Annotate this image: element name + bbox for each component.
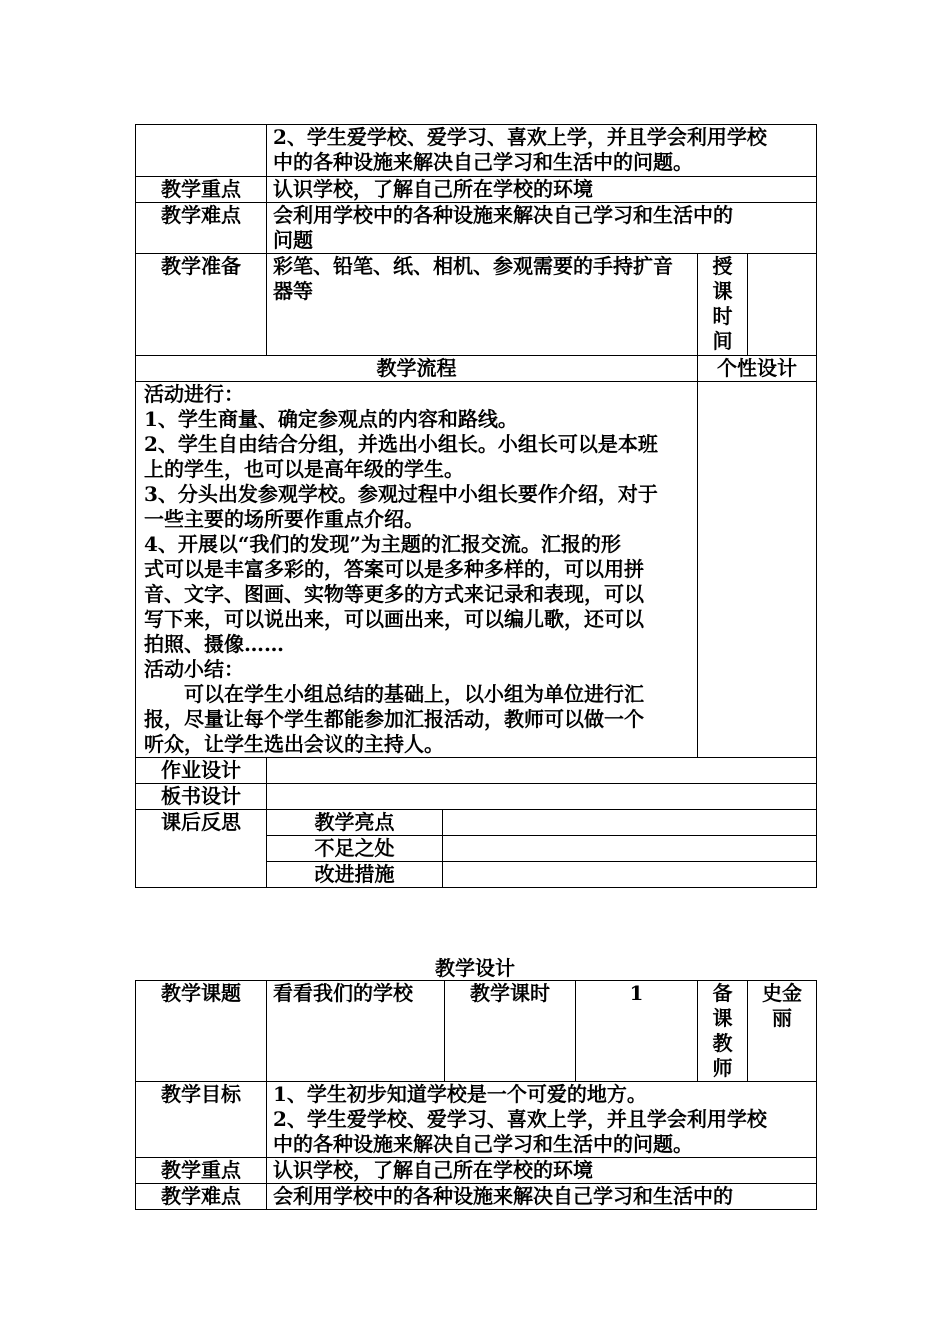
teacher-label-char: 师 (712, 1056, 733, 1080)
hours-label: 教学课时 (445, 981, 576, 1082)
class-time-char: 间 (712, 329, 733, 353)
flow-line: 音、文字、图画、实物等更多的方式来记录和表现，可以 (144, 582, 644, 606)
board-design-value (267, 784, 817, 810)
teacher-label (698, 981, 748, 1082)
teacher-name (748, 981, 817, 1082)
shortcoming-label: 不足之处 (267, 836, 443, 862)
teacher-label-char: 教 (712, 1031, 733, 1055)
topic-value: 看看我们的学校 (267, 981, 445, 1082)
goal-line: 中的各种设施来解决自己学习和生活中的问题。 (273, 1132, 693, 1156)
flow-line: 拍照、摄像…… (144, 632, 284, 656)
class-time-char: 时 (712, 304, 733, 328)
preparation-label: 教学准备 (136, 254, 267, 356)
summary-line: 可以在学生小组总结的基础上，以小组为单位进行汇 (184, 682, 644, 706)
teaching-flow-header: 教学流程 (136, 356, 698, 382)
goal-line: 1、学生初步知道学校是一个可爱的地方。 (273, 1082, 647, 1106)
summary-line: 报，尽量让每个学生都能参加汇报活动，教师可以做一个 (144, 707, 644, 731)
difficulty-line: 会利用学校中的各种设施来解决自己学习和生活中的 (273, 203, 733, 227)
key-point-label: 教学重点 (136, 1158, 267, 1184)
personal-design-header: 个性设计 (698, 356, 817, 382)
flow-line: 2、学生自由结合分组，并选出小组长。小组长可以是本班 (144, 432, 658, 456)
flow-line: 活动进行： (144, 382, 244, 406)
goal-text (267, 1082, 817, 1158)
teacher-label-char: 备 (712, 981, 733, 1005)
class-time-value (748, 254, 817, 356)
class-time-char: 授 (712, 254, 733, 278)
goal-line: 2、学生爱学校、爱学习、喜欢上学，并且学会利用学校 (273, 125, 767, 149)
key-point-text: 认识学校，了解自己所在学校的环境 (267, 1158, 817, 1184)
personal-design-content (698, 382, 817, 758)
flow-line: 3、分头出发参观学校。参观过程中小组长要作介绍，对于 (144, 482, 658, 506)
flow-line: 写下来，可以说出来，可以画出来，可以编儿歌，还可以 (144, 607, 644, 631)
summary-line: 听众，让学生选出会议的主持人。 (144, 732, 444, 756)
lesson-plan-table-1 (135, 124, 817, 888)
class-time-char: 课 (712, 279, 733, 303)
difficulty-line: 问题 (273, 228, 313, 252)
flow-line: 上的学生，也可以是高年级的学生。 (144, 457, 464, 481)
difficulty-label: 教学难点 (136, 203, 267, 254)
teaching-flow-content (136, 382, 698, 758)
goal-label: 教学目标 (136, 1082, 267, 1158)
difficulty-text: 会利用学校中的各种设施来解决自己学习和生活中的 (267, 1184, 817, 1210)
highlight-value (443, 810, 817, 836)
goal-text-cell (267, 125, 817, 177)
difficulty-label: 教学难点 (136, 1184, 267, 1210)
flow-line: 式可以是丰富多彩的，答案可以是多种多样的，可以用拼 (144, 557, 644, 581)
preparation-line: 彩笔、铅笔、纸、相机、参观需要的手持扩音 (273, 254, 673, 278)
teacher-label-char: 课 (712, 1006, 733, 1030)
flow-line: 一些主要的场所要作重点介绍。 (144, 507, 424, 531)
teacher-name-line: 史金 (762, 981, 802, 1005)
reflection-label: 课后反思 (136, 810, 267, 888)
homework-label: 作业设计 (136, 758, 267, 784)
difficulty-text (267, 203, 817, 254)
flow-line: 1、学生商量、确定参观点的内容和路线。 (144, 407, 518, 431)
goal-label-cell (136, 125, 267, 177)
board-design-label: 板书设计 (136, 784, 267, 810)
shortcoming-value (443, 836, 817, 862)
key-point-text: 认识学校，了解自己所在学校的环境 (267, 177, 817, 203)
flow-line: 4、开展以“我们的发现”为主题的汇报交流。汇报的形 (144, 532, 621, 556)
key-point-label: 教学重点 (136, 177, 267, 203)
class-time-label (698, 254, 748, 356)
goal-line: 2、学生爱学校、爱学习、喜欢上学，并且学会利用学校 (273, 1107, 767, 1131)
flow-line: 活动小结： (144, 657, 244, 681)
hours-value: 1 (576, 981, 698, 1082)
improvement-label: 改进措施 (267, 862, 443, 888)
goal-line: 中的各种设施来解决自己学习和生活中的问题。 (273, 150, 693, 174)
homework-value (267, 758, 817, 784)
preparation-line: 器等 (273, 279, 313, 303)
highlight-label: 教学亮点 (267, 810, 443, 836)
topic-label: 教学课题 (136, 981, 267, 1082)
lesson-plan-table-2 (135, 980, 817, 1210)
teacher-name-line: 丽 (772, 1006, 792, 1030)
improvement-value (443, 862, 817, 888)
document-title: 教学设计 (435, 956, 515, 980)
preparation-text (267, 254, 698, 356)
